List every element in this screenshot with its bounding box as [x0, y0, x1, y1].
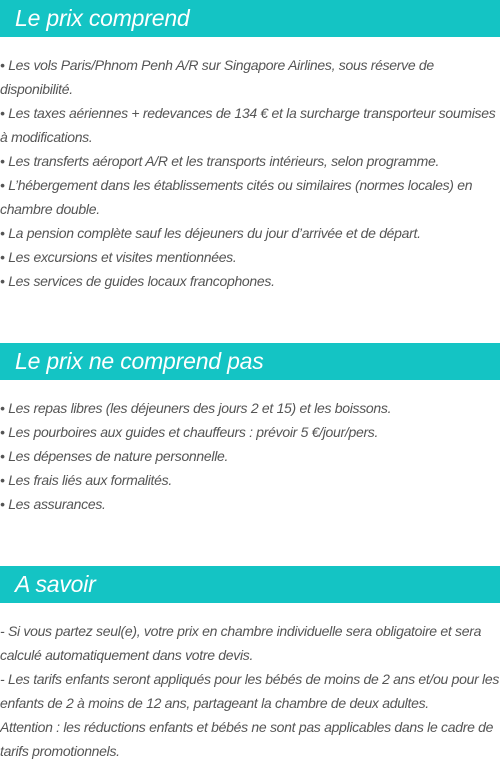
list-item: • Les services de guides locaux francophones.	[0, 273, 275, 289]
list-item: Attention : les réductions enfants et bébés ne sont pas applicables dans le cadre de tarifs promotionnels.	[0, 719, 494, 759]
list-item: • Les excursions et visites mentionnées.	[0, 249, 237, 265]
list-item: • Les transferts aéroport A/R et les transports intérieurs, selon programme.	[0, 153, 440, 169]
list-item: • Les repas libres (les déjeuners des jours 2 et 15) et les boissons.	[0, 400, 392, 416]
list-item: • Les taxes aériennes + redevances de 134 € et la surcharge transporteur soumises à modifications.	[0, 105, 496, 145]
section-header-good-to-know: A savoir	[0, 566, 500, 603]
list-item: • Les assurances.	[0, 496, 106, 512]
price-includes-list	[0, 53, 500, 293]
price-excludes-list	[0, 396, 500, 516]
section-header-price-includes: Le prix comprend	[0, 0, 500, 37]
good-to-know-list	[0, 619, 500, 763]
list-item: • L’hébergement dans les établissements cités ou similaires (normes locales) en chambre double.	[0, 177, 473, 217]
list-item: • Les frais liés aux formalités.	[0, 472, 172, 488]
list-item: - Si vous partez seul(e), votre prix en chambre individuelle sera obligatoire et sera calculé automatiquement dans votre devis.	[0, 623, 482, 663]
list-item: • Les pourboires aux guides et chauffeurs : prévoir 5 €/jour/pers.	[0, 424, 379, 440]
list-item: • Les dépenses de nature personnelle.	[0, 448, 229, 464]
list-item: • La pension complète sauf les déjeuners du jour d’arrivée et de départ.	[0, 225, 421, 241]
list-item: - Les tarifs enfants seront appliqués pour les bébés de moins de 2 ans et/ou pour les enfants de 2 à moins de 12 ans, partageant la chambre de deux adultes.	[0, 671, 500, 711]
list-item: • Les vols Paris/Phnom Penh A/R sur Singapore Airlines, sous réserve de disponibilité.	[0, 57, 434, 97]
section-header-price-excludes: Le prix ne comprend pas	[0, 343, 500, 380]
